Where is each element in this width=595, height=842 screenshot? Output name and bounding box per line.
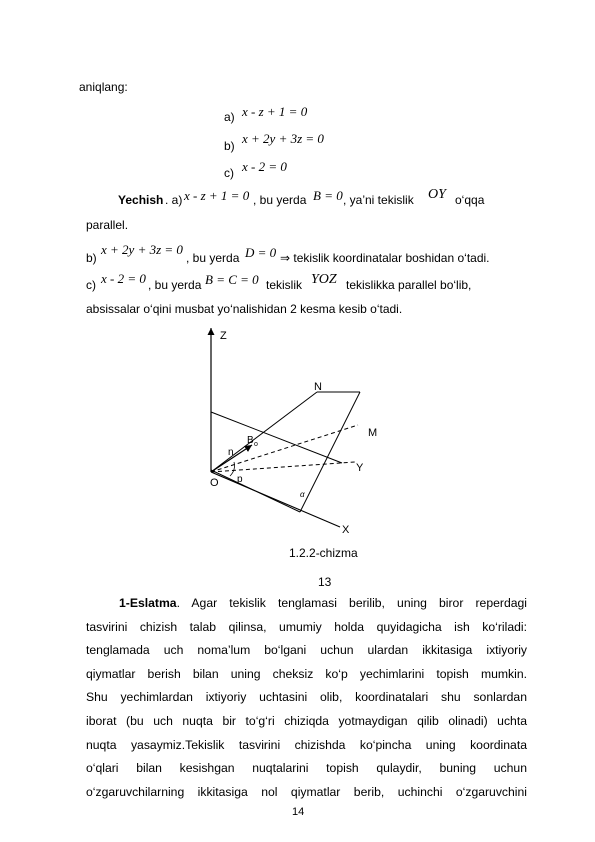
remark-heading: 1-Eslatma — [119, 596, 177, 610]
solution-b-label: b) — [86, 251, 97, 265]
remark-line-5: Shu yechimlardan ixtiyoriy uchtasini olib, koordinatalari shu sonlardan — [86, 690, 527, 705]
label-o: O — [210, 477, 219, 489]
solution-heading: Yechish — [118, 193, 164, 207]
page-number-14: 14 — [292, 806, 305, 818]
remark-line-9: o‘zgaruvchilarning ikkitasiga nol qiymatlar berib, uchinchi o‘zgaruvchini — [86, 784, 527, 799]
solution-b-eq2: D = 0 — [245, 245, 277, 260]
solution-b-eq: x + 2y + 3z = 0 — [101, 242, 183, 257]
x-axis — [211, 472, 340, 527]
item-a-label: a) — [224, 110, 235, 124]
solution-c-continuation: absissalar o‘qini musbat yo‘nalishidan 2 kesma kesib o‘tadi. — [86, 302, 403, 316]
intro-text: aniqlang: — [79, 80, 128, 94]
item-b-label: b) — [224, 139, 235, 153]
solution-c-eq: x - 2 = 0 — [101, 271, 146, 286]
solution-a-eq2: B = 0 — [313, 188, 343, 203]
label-b-subscript: o — [254, 441, 258, 448]
label-alpha: α — [300, 490, 305, 499]
label-b: B — [247, 435, 254, 446]
solution-c-text1: , bu yerda — [148, 278, 202, 292]
plane-edge-right — [300, 392, 360, 512]
remark-line-4: qiymatlar berish bilan uning cheksiz ko‘p yechimlarini topish mumkin. — [86, 666, 527, 681]
label-p: p — [237, 474, 243, 485]
label-n: n — [228, 447, 234, 458]
solution-c-eq2: B = C = 0 — [205, 272, 259, 287]
remark-line-6: iborat (bu uch nuqta bir to‘g‘ri chiziqda yotmaydigan qilib olinadi) uchta — [86, 713, 527, 728]
angle-arc — [230, 462, 235, 476]
solution-a-eq: x - z + 1 = 0 — [184, 188, 250, 203]
label-n-top: N — [314, 381, 322, 393]
remark-line-2: tasvirini chizish talab qilinsa, umumiy holda quyidagicha ish ko‘riladi: — [86, 619, 527, 634]
solution-c-label: c) — [86, 278, 96, 292]
solution-c-text3: tekislikka parallel bo‘lib, — [346, 278, 472, 292]
item-c-equation: x - 2 = 0 — [242, 159, 287, 174]
solution-b-text1: , bu yerda — [186, 251, 240, 265]
figure-caption: 1.2.2-chizma — [289, 546, 358, 560]
remark-line-1 — [86, 592, 527, 616]
solution-a-axis: OY — [428, 187, 446, 202]
solution-b-text2: ⇒ tekislik koordinatalar boshidan o‘tadi. — [280, 251, 490, 265]
remark-line-3: tenglamada uch noma’lum bo‘lgani uchun ulardan ikkitasiga ixtiyoriy — [86, 643, 527, 658]
y-axis — [211, 462, 355, 472]
solution-a-text1: , bu yerda — [253, 193, 307, 207]
remark-line-7: nuqta yasaymiz.Tekislik tasvirini chizishda ko‘pincha uning koordinata — [86, 737, 527, 752]
remark-line-8: o‘qlari bilan kesishgan nuqtalarini topish qulaydir, buning uchun — [86, 761, 527, 776]
label-y: Y — [356, 462, 364, 474]
page-number-13: 13 — [318, 575, 332, 589]
solution-a-text3: o‘qqa — [455, 193, 485, 207]
solution-a-text2: , ya’ni tekislik — [343, 193, 414, 207]
solution-a-continuation: parallel. — [86, 218, 129, 232]
plane-edge-n-x — [211, 392, 317, 472]
solution-c-text2: tekislik — [266, 278, 303, 292]
item-b-equation: x + 2y + 3z = 0 — [242, 131, 324, 146]
remark-line-1-text: . Agar tekislik tenglamasi berilib, uning biror reperdagi — [176, 596, 527, 610]
item-c-label: c) — [224, 166, 234, 180]
plane-edge-left — [211, 470, 300, 512]
figure-plane-diagram — [190, 320, 390, 540]
remark-paragraph — [86, 592, 527, 804]
label-x: X — [342, 524, 350, 536]
label-m: M — [368, 427, 378, 439]
solution-c-plane: YOZ — [311, 272, 337, 287]
label-z: Z — [220, 330, 227, 342]
solution-a-prefix: . a) — [165, 193, 183, 207]
item-a-equation: x - z + 1 = 0 — [242, 104, 308, 119]
